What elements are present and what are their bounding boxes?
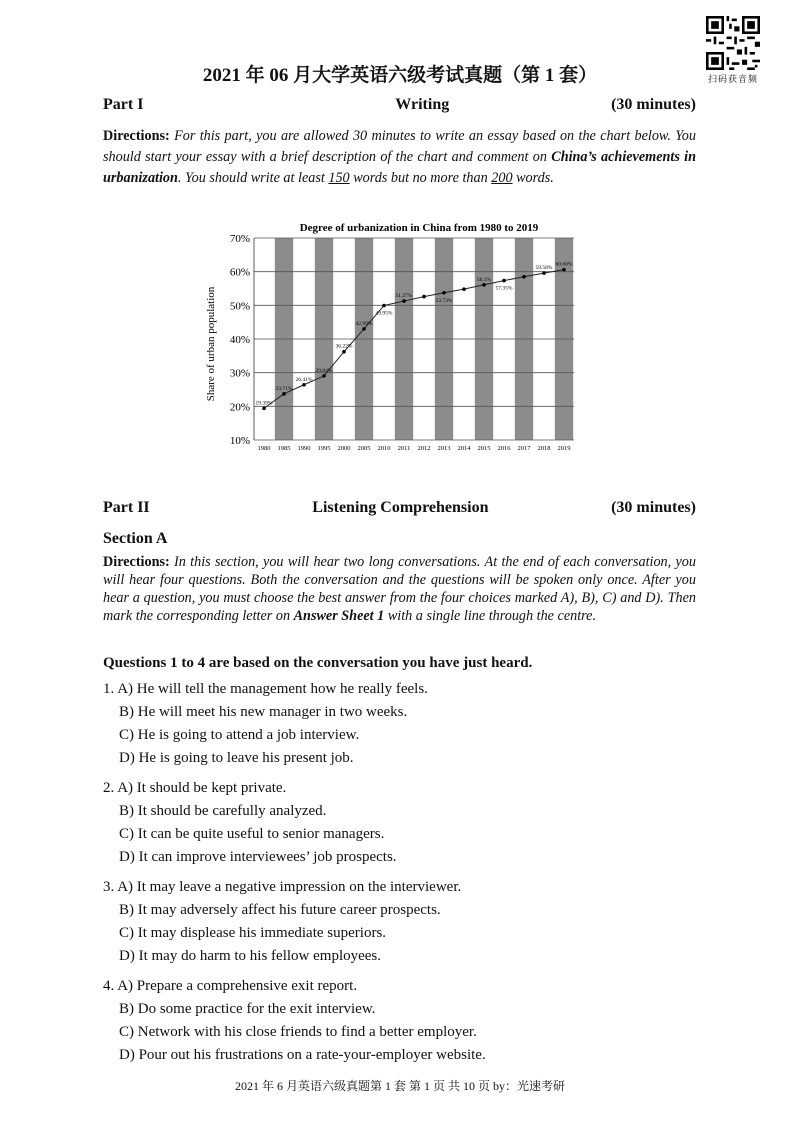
chart-data-label: 59.58% [535,265,553,272]
option: C) It can be quite useful to senior managers. [119,826,385,842]
qr-label: 扫码获音频 [707,75,758,85]
chart-data-label: 19.39% [255,400,273,407]
chart-data-label: 56.1% [476,276,492,283]
answer-sheet-ref: Answer Sheet 1 [293,608,385,624]
option: D) Pour out his frustrations on a rate-your-employer website. [119,1047,486,1063]
question-row: 4. A) Prepare a comprehensive exit report. [103,978,358,994]
part2-directions: Directions: In this section, you will hear two long conversations. At the end of each conversation, you will hear four questions. Both the conversation and the questions will be spoken only once. After you hear a question, you must choose the best answer from the four choices marked A), B), C) and D). Then mark the corresponding letter on Answer Sheet 1 with a single line through the centre. [103,554,696,624]
question-3 [103,879,461,896]
chart-x-tick: 1995 [317,445,331,452]
urbanization-chart [198,216,588,461]
qr-code-icon[interactable] [706,16,760,70]
chart-x-tick: 2015 [477,445,491,452]
chart-x-tick: 2013 [437,445,451,452]
chart-y-tick: 10% [229,435,250,447]
chart-y-tick: 20% [229,401,250,414]
chart-x-tick: 2005 [357,445,371,452]
chart-point [342,350,346,354]
option: D) It may do harm to his fellow employees. [119,948,382,964]
chart-data-label: 60.60% [555,261,573,268]
option: A) It may leave a negative impression on the interviewer. [117,879,462,895]
question-4 [103,978,357,995]
chart-x-tick: 2017 [517,445,531,452]
chart-point [522,275,526,279]
chart-y-tick: 70% [229,233,250,245]
chart-point [382,304,386,308]
chart-data-label: 57.35% [495,285,513,292]
chart-point [502,279,506,283]
chart-y-tick: 30% [229,367,250,380]
chart-x-tick: 2010 [377,445,391,452]
chart-y-tick: 40% [229,334,250,346]
chart-data-label: 53.73% [435,297,453,304]
max-words: 200 [491,170,513,186]
chart-x-tick: 2012 [417,445,431,452]
chart-x-tick: 2016 [497,445,511,452]
chart-point [482,283,486,287]
chart-x-tick: 2000 [337,445,351,452]
section-a-heading: Section A [103,530,168,547]
option: C) Network with his close friends to find a better employer. [119,1024,477,1040]
chart-data-label: 26.41% [295,376,313,383]
part1-header [103,96,696,114]
part2-name: Listening Comprehension [312,499,489,516]
question-row: 3. A) It may leave a negative impression on the interviewer. [103,879,462,895]
option: A) It should be kept private. [117,780,287,796]
option: C) It may displease his immediate superiors. [119,925,387,941]
directions-label: Directions: [103,554,170,570]
chart-point [362,327,366,331]
part2-header [103,499,696,517]
question-row: 2. A) It should be kept private. [103,780,287,796]
chart-point [262,407,266,411]
chart-y-axis-label: Share of urban population [205,286,217,402]
chart-point [422,295,426,299]
chart-point [462,287,466,291]
chart-point [282,392,286,396]
option: B) It may adversely affect his future career prospects. [119,902,441,918]
chart-x-tick: 2014 [457,445,471,452]
chart-x-tick: 1990 [297,445,311,452]
questions-heading: Questions 1 to 4 are based on the conversation you have just heard. [103,655,533,671]
min-words: 150 [328,170,350,186]
page-title: 2021 年 06 月大学英语六级考试真题（第 1 套） [202,65,598,86]
part1-directions: Directions: For this part, you are allowed 30 minutes to write an essay based on the chart below. You should start your essay with a brief description of the chart and comment on China’s achievements in urbanization. You should write at least 150 words but no more than 200 words. [103,128,696,186]
chart-x-tick: 2019 [557,445,571,452]
chart-point [322,374,326,378]
option: B) He will meet his new manager in two weeks. [119,704,408,720]
part1-time: (30 minutes) [611,96,696,113]
option: D) He is going to leave his present job. [119,750,354,766]
part1-name: Writing [395,96,450,113]
chart-x-tick: 1980 [257,445,271,452]
chart-data-label: 23.71% [275,385,293,392]
part2-label: Part II [103,499,150,516]
chart-point [442,291,446,295]
chart-point [302,383,306,387]
chart-y-tick: 50% [229,300,250,313]
option: B) It should be carefully analyzed. [119,803,327,819]
chart-data-label: 29.04% [315,367,333,374]
page-footer: 2021 年 6 月英语六级真题第 1 套 第 1 页 共 10 页 by：光速考研 [234,1079,565,1093]
directions-label: Directions: [103,128,170,144]
chart-x-tick: 2011 [397,445,411,452]
chart-data-label: 42.99% [355,320,373,327]
option: B) Do some practice for the exit interview. [119,1001,376,1017]
question-2 [103,780,286,797]
chart-x-tick: 1985 [277,445,291,452]
question-row: 1. A) He will tell the management how he really feels. [103,681,428,697]
part2-time: (30 minutes) [611,499,696,516]
chart-point [562,268,566,272]
chart-data-label: 51.27% [395,293,413,300]
topic-emphasis: China’s achievements in urbanization [103,149,696,186]
chart-data-label: 36.22% [335,343,353,350]
option: D) It can improve interviewees’ job prospects. [119,849,397,865]
chart-data-label: 49.95% [375,310,393,317]
option: A) Prepare a comprehensive exit report. [117,978,358,994]
chart-y-tick: 60% [229,266,250,279]
chart-title: Degree of urbanization in China from 1980 to 2019 [299,222,539,234]
option: A) He will tell the management how he really feels. [117,681,428,697]
option: C) He is going to attend a job interview. [119,727,360,743]
chart-point [542,271,546,275]
question-1 [103,681,428,698]
part1-label: Part I [103,96,144,113]
chart-x-tick: 2018 [537,445,551,452]
chart-point [402,299,406,303]
